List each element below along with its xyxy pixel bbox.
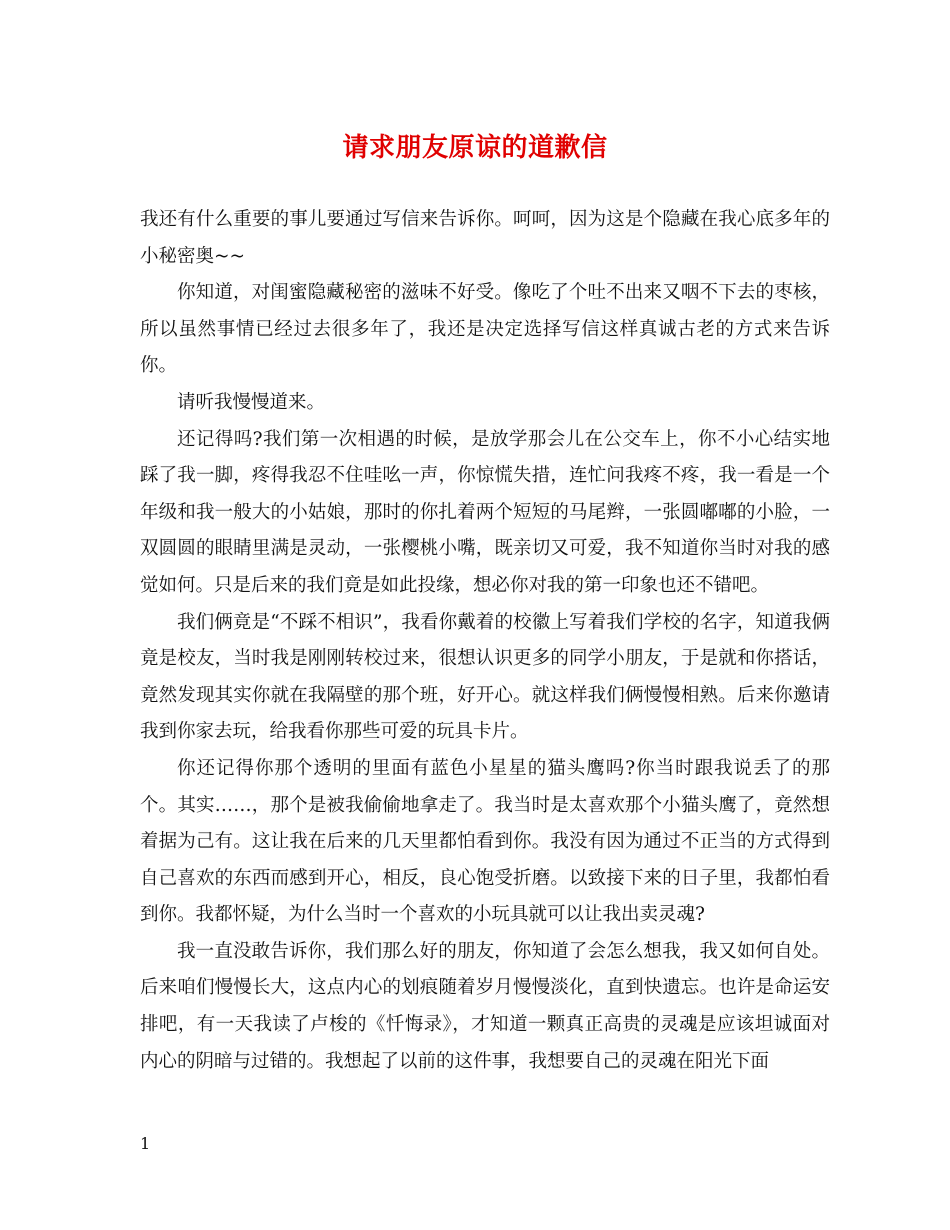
- document-title: 请求朋友原谅的道歉信: [342, 133, 608, 163]
- paragraph: 你知道，对闺蜜隐藏秘密的滋味不好受。像吃了个吐不出来又咽不下去的枣核，所以虽然事情已经过去很多年了，我还是决定选择写信这样真诚古老的方式来告诉你。: [140, 282, 830, 377]
- page-number: 1: [140, 1134, 151, 1153]
- paragraph: 我一直没敢告诉你，我们那么好的朋友，你知道了会怎么想我，我又如何自处。后来咱们慢慢长大，这点内心的划痕随着岁月慢慢淡化，直到快遗忘。也许是命运安排吧，有一天我读了卢梭的《忏悔录》，才知道一颗真正高贵的灵魂是应该坦诚面对内心的阴暗与过错的。我想起了以前的这件事，我想要自己的灵魂在阳光下面: [140, 940, 830, 1072]
- document-body: [140, 202, 830, 1080]
- paragraph: 我们俩竟是“不踩不相识”，我看你戴着的校徽上写着我们学校的名字，知道我俩竟是校友，当时我是刚刚转校过来，很想认识更多的同学小朋友，于是就和你搭话，竟然发现其实你就在我隔壁的那个班，好开心。就这样我们俩慢慢相熟。后来你邀请我到你家去玩，给我看你那些可爱的玩具卡片。: [140, 611, 830, 743]
- paragraph: 你还记得你那个透明的里面有蓝色小星星的猫头鹰吗?你当时跟我说丢了的那个。其实……，那个是被我偷偷地拿走了。我当时是太喜欢那个小猫头鹰了，竟然想着据为己有。这让我在后来的几天里都怕看到你。我没有因为通过不正当的方式得到自己喜欢的东西而感到开心，相反，良心饱受折磨。以致接下来的日子里，我都怕看到你。我都怀疑，为什么当时一个喜欢的小玩具就可以让我出卖灵魂?: [140, 757, 830, 926]
- paragraph: 还记得吗?我们第一次相遇的时候，是放学那会儿在公交车上，你不小心结实地踩了我一脚，疼得我忍不住哇吆一声，你惊慌失措，连忙问我疼不疼，我一看是一个年级和我一般大的小姑娘，那时的你扎着两个短短的马尾辫，一张圆嘟嘟的小脸，一双圆圆的眼睛里满是灵动，一张樱桃小嘴，既亲切又可爱，我不知道你当时对我的感觉如何。只是后来的我们竟是如此投缘，想必你对我的第一印象也还不错吧。: [140, 428, 830, 596]
- paragraph: 我还有什么重要的事儿要通过写信来告诉你。呵呵，因为这是个隐藏在我心底多年的小秘密奥~~: [140, 209, 830, 267]
- paragraph: 请听我慢慢道来。: [177, 391, 326, 413]
